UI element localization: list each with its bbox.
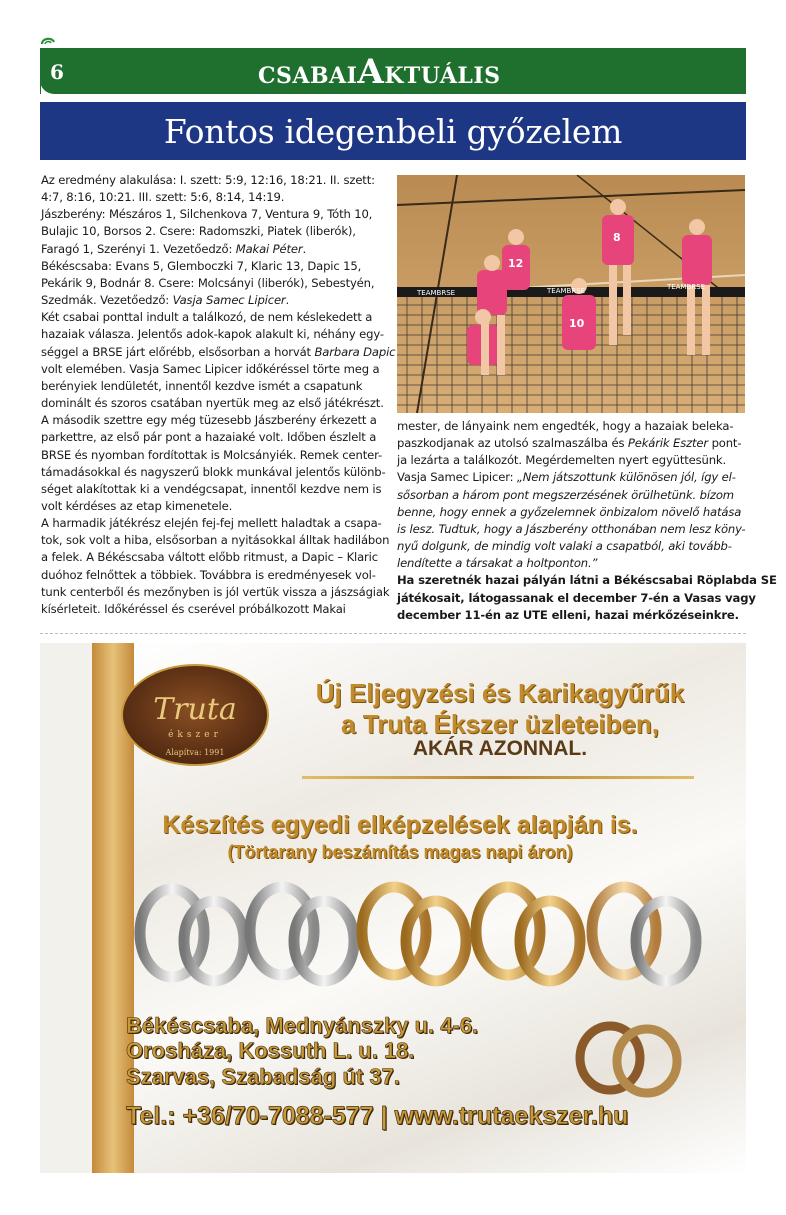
svg-text:Truta: Truta	[153, 692, 237, 727]
volleyball-photo	[397, 175, 745, 413]
article-line: parkettre, az első pár pont a hazaiaké volt. Időben észlelt a	[41, 430, 377, 445]
article-line: Pekárik 9, Bodnár 8. Csere: Molcsányi (liberók), Sebestyén,	[41, 275, 375, 290]
address-bekescsaba: Békéscsaba, Mednyánszky u. 4-6.	[126, 1013, 479, 1038]
ad-headline-1: Új Eljegyzési és Karikagyűrűk	[315, 678, 685, 708]
article-line: tunk centerből és mezőnyben is jól vertük vissza a jászságiak	[41, 584, 390, 599]
ad-headline-2: a Truta Ékszer üzleteiben,	[341, 709, 659, 739]
article-line: séget alakítottak ki a vendégcsapat, innentől kezdve nem is	[41, 481, 382, 496]
gold-rule	[302, 776, 694, 779]
article-line: Az eredmény alakulása: I. szett: 5:9, 12:16, 18:21. II. szett:	[41, 173, 375, 187]
article-line: is lesz. Tudtuk, hogy a Jászberény otthonában nem lesz köny-	[397, 521, 746, 536]
article-line: Bulajic 10, Borsos 2. Csere: Radomszki, Piatek (liberók),	[41, 224, 356, 239]
article-line: BRSE és nyomban fordítottak is Molcsányiék. Remek center-	[41, 447, 382, 462]
article-line: nyű dolgunk, de mindig volt valaki a csapatból, aki tovább-	[397, 539, 732, 554]
article-line: ja lezárta a találkozót. Megérdemelten nyert együttesünk.	[397, 453, 727, 468]
article-line: A második szettre egy még tüzesebb Jászberény érkezett a	[41, 413, 377, 428]
article-line: tok, sok volt a hiba, elsősorban a nyitásokkal álltak hadilábon	[41, 533, 390, 548]
featured-rings-image	[565, 1013, 695, 1103]
ad-subhead-2: (Törtarany beszámítás magas napi áron)	[227, 842, 573, 862]
truta-logo	[120, 663, 270, 768]
wedding-rings-image	[132, 875, 712, 995]
article-line: hazaiak válasza. Jelentős adok-kapok alakult ki, néhány egy-	[41, 327, 384, 342]
article-line: dominált és szoros csatában nyertük meg az első játékrészt.	[41, 396, 384, 411]
svg-text:8: 8	[613, 231, 621, 244]
article-line: séggel a BRSE járt előrébb, elsősorban a horvát Barbara Dapic	[41, 344, 396, 359]
article-left-column	[41, 172, 396, 618]
svg-text:10: 10	[569, 317, 585, 330]
article-line: a felek. A Békéscsaba váltott előbb ritmust, a Dapic – Klaric	[41, 550, 378, 565]
article-line: Két csabai ponttal indult a találkozó, de nem késlekedett a	[41, 310, 373, 325]
svg-text:Alapítva: 1991: Alapítva: 1991	[165, 748, 225, 757]
article-line: december 11-én az UTE elleni, hazai mérkőzéseinkre.	[397, 607, 739, 622]
article-line: támadásokkal és nagyszerű blokk munkával jelentős különb-	[41, 464, 386, 479]
page-number: 6	[50, 60, 64, 84]
article-line: Békéscsaba: Evans 5, Glemboczki 7, Klaric 13, Dapic 15,	[41, 258, 362, 273]
article-title-bar	[40, 102, 746, 160]
publication-logo-icon	[40, 36, 56, 48]
svg-text:TEAMBRSE: TEAMBRSE	[547, 287, 586, 295]
article-line: volt elemében. Vasja Samec Lipicer időkéréssel törte meg a	[41, 361, 380, 376]
article-line: sősorban a három pont megszerzésének örülhetünk. bízom	[397, 487, 734, 502]
article-line: berényiek lendületét, innentől kezdve ismét a csapatunk	[41, 378, 363, 393]
article-title: Fontos idegenbeli győzelem	[163, 111, 623, 151]
article-line: Szedmák. Vezetőedző: Vasja Samec Lipicer.	[41, 293, 290, 308]
article-line: 4:7, 8:16, 10:21. III. szett: 5:6, 8:14, 14:19.	[41, 190, 285, 205]
truta-advertisement	[40, 643, 746, 1173]
article-line: paszkodjanak az utolsó szalmaszálba és Pekárik Eszter pont-	[397, 436, 742, 451]
address-szarvas: Szarvas, Szabadság út 37.	[126, 1064, 400, 1089]
article-line: kísérleteit. Időkéréssel és cserével próbálkozott Makai	[41, 601, 346, 616]
ad-subhead-1: Készítés egyedi elképzelések alapján is.	[162, 811, 638, 839]
article-line: benne, hogy ennek a győzelemnek önbizalom növelő hatása	[397, 504, 742, 519]
address-oroshaza: Orosháza, Kossuth L. u. 18.	[126, 1038, 415, 1063]
contact-line: Tel.: +36/70-7088-577 | www.trutaekszer.hu	[126, 1102, 629, 1130]
article-line: duóhoz felnőttek a többiek. Továbbra is eredményesek vol-	[41, 567, 376, 582]
svg-text:TEAMBRSE: TEAMBRSE	[417, 289, 456, 297]
ad-headline-3: AKÁR AZONNAL.	[412, 737, 588, 760]
svg-text:ékszer: ékszer	[168, 730, 222, 740]
article-line: Vasja Samec Lipicer: „Nem játszottunk különösen jól, így el-	[397, 470, 736, 485]
article-line: A harmadik játékrész elején fej-fej mellett haladtak a csapa-	[41, 516, 382, 531]
section-divider	[40, 633, 746, 634]
publication-title: CSABAIAKTUÁLIS	[258, 52, 501, 92]
article-line: Jászberény: Mészáros 1, Silchenkova 7, Ventura 9, Tóth 10,	[41, 207, 373, 222]
article-right-column	[397, 418, 777, 624]
svg-text:12: 12	[508, 257, 524, 270]
article-line: mester, de lányaink nem engedték, hogy a hazaiak beleka-	[397, 419, 734, 433]
svg-text:TEAMBRSE: TEAMBRSE	[667, 283, 706, 291]
article-line: Ha szeretnék hazai pályán látni a Békéscsabai Röplabda SE	[397, 573, 777, 588]
article-line: játékosait, látogassanak el december 7-én a Vasas vagy	[397, 590, 756, 605]
article-line: volt kérdéses az etap kimenetele.	[41, 498, 233, 513]
article-line: lendítette a társakat a holtponton.”	[397, 556, 598, 571]
article-line: Faragó 1, Szerényi 1. Vezetőedző: Makai Péter.	[41, 241, 307, 256]
